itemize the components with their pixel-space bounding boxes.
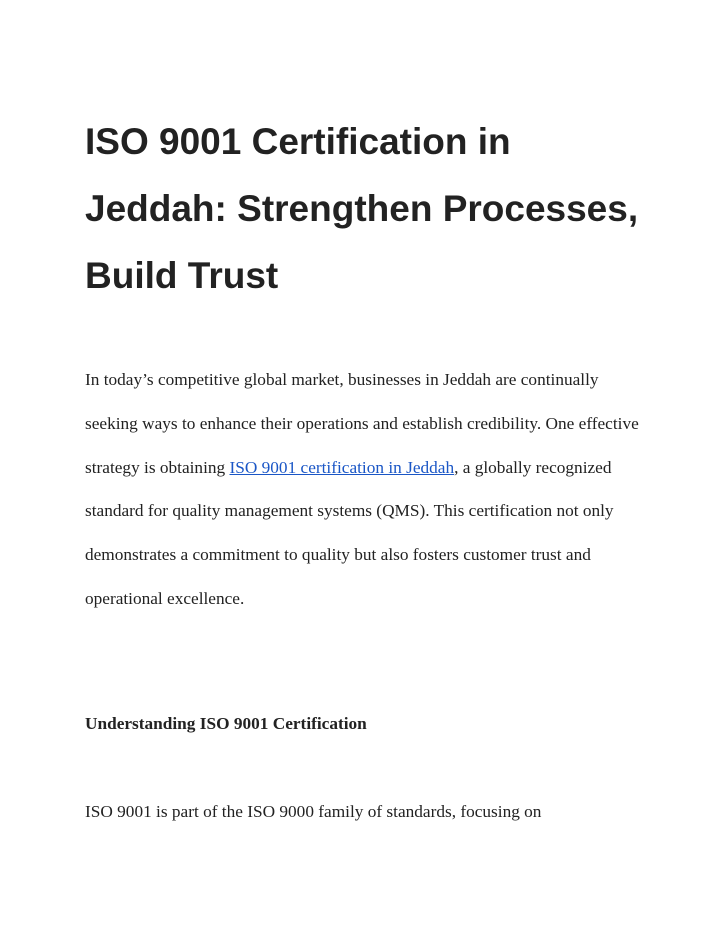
intro-paragraph [85, 358, 645, 621]
iso-certification-link[interactable]: ISO 9001 certification in Jeddah [229, 457, 455, 477]
section-heading: Understanding ISO 9001 Certification [85, 714, 367, 733]
page-title: ISO 9001 Certification in Jeddah: Strengthen Processes, Build Trust [85, 121, 639, 296]
section-paragraph: ISO 9001 is part of the ISO 9000 family of standards, focusing on [85, 802, 542, 821]
intro-text-after-link: , a globally recognized standard for quality management systems (QMS). This certification not only demonstrates a commitment to quality but also fosters customer trust and operational excellence. [85, 457, 614, 608]
intro-text-before-link: In today’s competitive global market, businesses in Jeddah are continually seeking ways to enhance their operations and establish credibility. One effective strategy is obtaining [85, 370, 639, 477]
